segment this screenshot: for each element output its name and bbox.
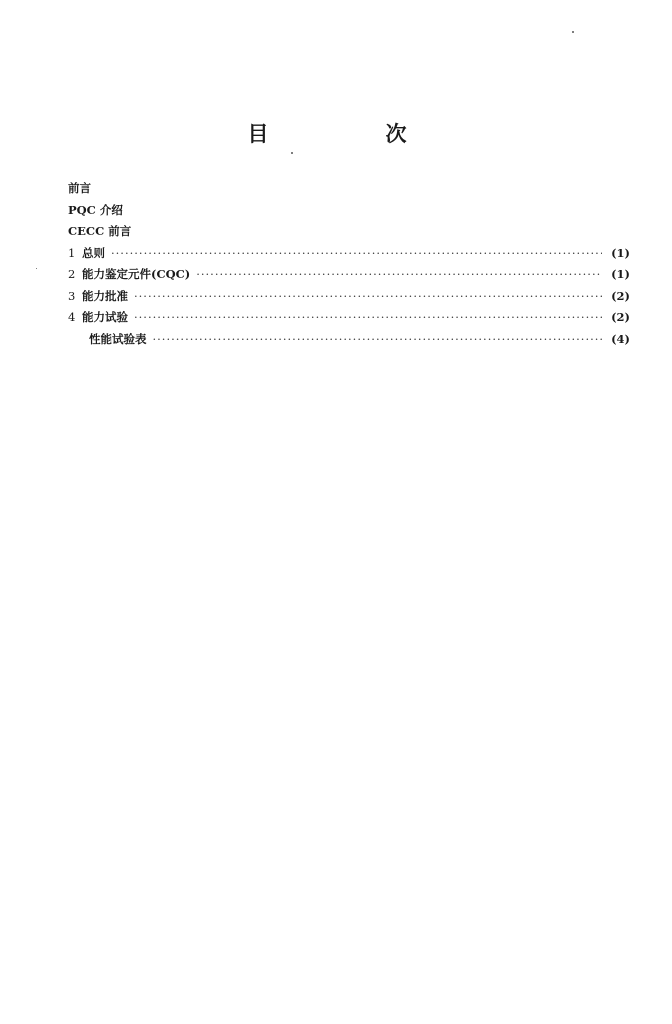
toc-entry[interactable]	[68, 286, 630, 308]
toc-entry-label: 能力批准	[82, 288, 128, 303]
scan-speck	[291, 152, 293, 154]
toc-entry-number: 1	[68, 245, 76, 260]
toc-entry-number: 4	[68, 310, 76, 324]
toc-entry-label: 能力试验	[82, 310, 128, 324]
toc-entry-page: (2)	[611, 310, 630, 324]
toc-entry[interactable]	[68, 243, 630, 265]
toc-entry-number: 3	[68, 288, 76, 303]
toc-leader-dots	[196, 264, 602, 286]
scan-speck	[572, 31, 574, 33]
toc-entry[interactable]	[68, 264, 630, 286]
toc-leader-dots	[134, 307, 602, 329]
toc-front-matter-item[interactable]: 前言	[68, 181, 91, 195]
toc-front-matter-item[interactable]: PQC 介绍	[68, 202, 123, 217]
toc-entry-label: 能力鉴定元件(CQC)	[82, 267, 191, 281]
toc-entry[interactable]	[68, 329, 630, 351]
toc-entry-number: 2	[68, 267, 76, 281]
toc-entry-page: (4)	[611, 331, 630, 346]
table-of-contents	[68, 178, 630, 350]
toc-entry-page: (1)	[611, 245, 630, 260]
toc-leader-dots	[134, 286, 602, 308]
toc-entry-page: (1)	[611, 267, 630, 281]
toc-leader-dots	[153, 329, 603, 351]
toc-leader-dots	[111, 243, 602, 265]
toc-entry[interactable]	[68, 307, 630, 329]
scan-speck	[36, 268, 37, 269]
page-title: 目 次	[247, 121, 455, 146]
toc-entry-label: 总则	[82, 245, 105, 260]
toc-front-matter-item[interactable]: CECC 前言	[68, 224, 132, 238]
toc-entry-page: (2)	[611, 288, 630, 303]
toc-entry-label: 性能试验表	[89, 331, 147, 346]
